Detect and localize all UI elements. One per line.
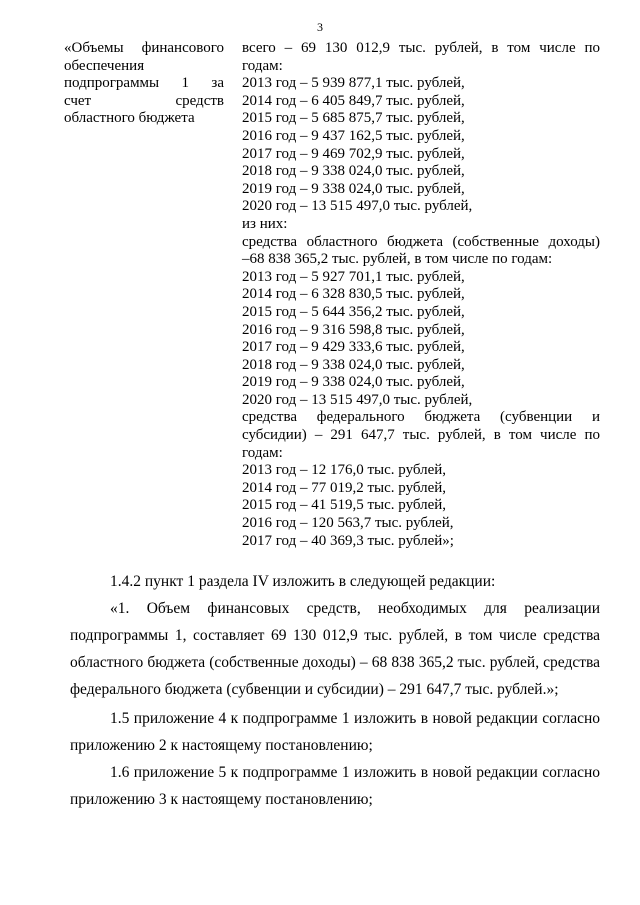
- right-line: средства областного бюджета (собственные доходы): [242, 233, 600, 250]
- paragraph-line: областного бюджета (собственные доходы) – 68 838 365,2 тыс. рублей, средства: [70, 654, 600, 671]
- left-line: счет средств: [64, 92, 224, 109]
- paragraph-line: подпрограммы 1, составляет 69 130 012,9 тыс. рублей, в том числе средства: [70, 627, 600, 644]
- table-right-cell: [242, 40, 600, 550]
- right-line: 2014 год – 6 328 830,5 тыс. рублей,: [242, 286, 465, 303]
- right-line: 2020 год – 13 515 497,0 тыс. рублей,: [242, 198, 473, 215]
- paragraph-line: «1. Объем финансовых средств, необходимых для реализации: [110, 600, 600, 617]
- right-line: 2017 год – 9 429 333,6 тыс. рублей,: [242, 339, 465, 356]
- right-line: 2013 год – 12 176,0 тыс. рублей,: [242, 462, 447, 479]
- paragraph-line: приложению 2 к настоящему постановлению;: [70, 737, 373, 754]
- right-line: 2015 год – 5 685 875,7 тыс. рублей,: [242, 110, 465, 127]
- page-number: 3: [317, 20, 323, 34]
- right-line: 2016 год – 120 563,7 тыс. рублей,: [242, 515, 454, 532]
- right-line: 2013 год – 5 939 877,1 тыс. рублей,: [242, 75, 465, 92]
- right-line: годам:: [242, 57, 283, 74]
- left-line: областного бюджета: [64, 110, 195, 126]
- paragraph-line: 1.4.2 пункт 1 раздела IV изложить в следующей редакции:: [110, 573, 496, 590]
- right-line: 2015 год – 41 519,5 тыс. рублей,: [242, 497, 447, 514]
- right-line: субсидии) – 291 647,7 тыс. рублей, в том числе по: [242, 427, 600, 444]
- right-line: –68 838 365,2 тыс. рублей, в том числе по годам:: [242, 251, 553, 268]
- right-line: 2019 год – 9 338 024,0 тыс. рублей,: [242, 374, 465, 391]
- paragraph-1-4-2: [70, 568, 600, 595]
- right-line: средства федерального бюджета (субвенции и: [242, 409, 600, 426]
- paragraph-line: федерального бюджета (субвенции и субсидии) – 291 647,7 тыс. рублей.»;: [70, 681, 559, 698]
- left-line: обеспечения: [64, 57, 145, 74]
- paragraph-line: приложению 3 к настоящему постановлению;: [70, 791, 373, 808]
- left-line: «Объемы финансового: [64, 40, 224, 56]
- right-line: 2017 год – 40 369,3 тыс. рублей»;: [242, 532, 454, 549]
- right-line: 2017 год – 9 469 702,9 тыс. рублей,: [242, 145, 465, 162]
- right-line: 2014 год – 77 019,2 тыс. рублей,: [242, 479, 447, 496]
- right-line: годам:: [242, 444, 283, 461]
- right-line: 2018 год – 9 338 024,0 тыс. рублей,: [242, 163, 465, 180]
- table-left-cell: [64, 40, 224, 128]
- right-line: всего – 69 130 012,9 тыс. рублей, в том числе по: [242, 40, 600, 56]
- right-line: 2016 год – 9 437 162,5 тыс. рублей,: [242, 127, 465, 144]
- right-line: 2016 год – 9 316 598,8 тыс. рублей,: [242, 321, 465, 338]
- right-line: 2019 год – 9 338 024,0 тыс. рублей,: [242, 180, 465, 197]
- right-line: 2014 год – 6 405 849,7 тыс. рублей,: [242, 92, 465, 109]
- paragraph-line: 1.5 приложение 4 к подпрограмме 1 изложить в новой редакции согласно: [110, 710, 600, 727]
- paragraph-1-5: [70, 705, 600, 759]
- paragraph-line: 1.6 приложение 5 к подпрограмме 1 изложить в новой редакции согласно: [110, 764, 600, 781]
- paragraph-1-6: [70, 759, 600, 813]
- right-line: 2018 год – 9 338 024,0 тыс. рублей,: [242, 356, 465, 373]
- paragraph-quote: [70, 595, 600, 703]
- right-line: 2020 год – 13 515 497,0 тыс. рублей,: [242, 391, 473, 408]
- right-line: 2015 год – 5 644 356,2 тыс. рублей,: [242, 303, 465, 320]
- right-line: 2013 год – 5 927 701,1 тыс. рублей,: [242, 268, 465, 285]
- right-line: из них:: [242, 215, 288, 232]
- left-line: подпрограммы 1 за: [64, 75, 224, 91]
